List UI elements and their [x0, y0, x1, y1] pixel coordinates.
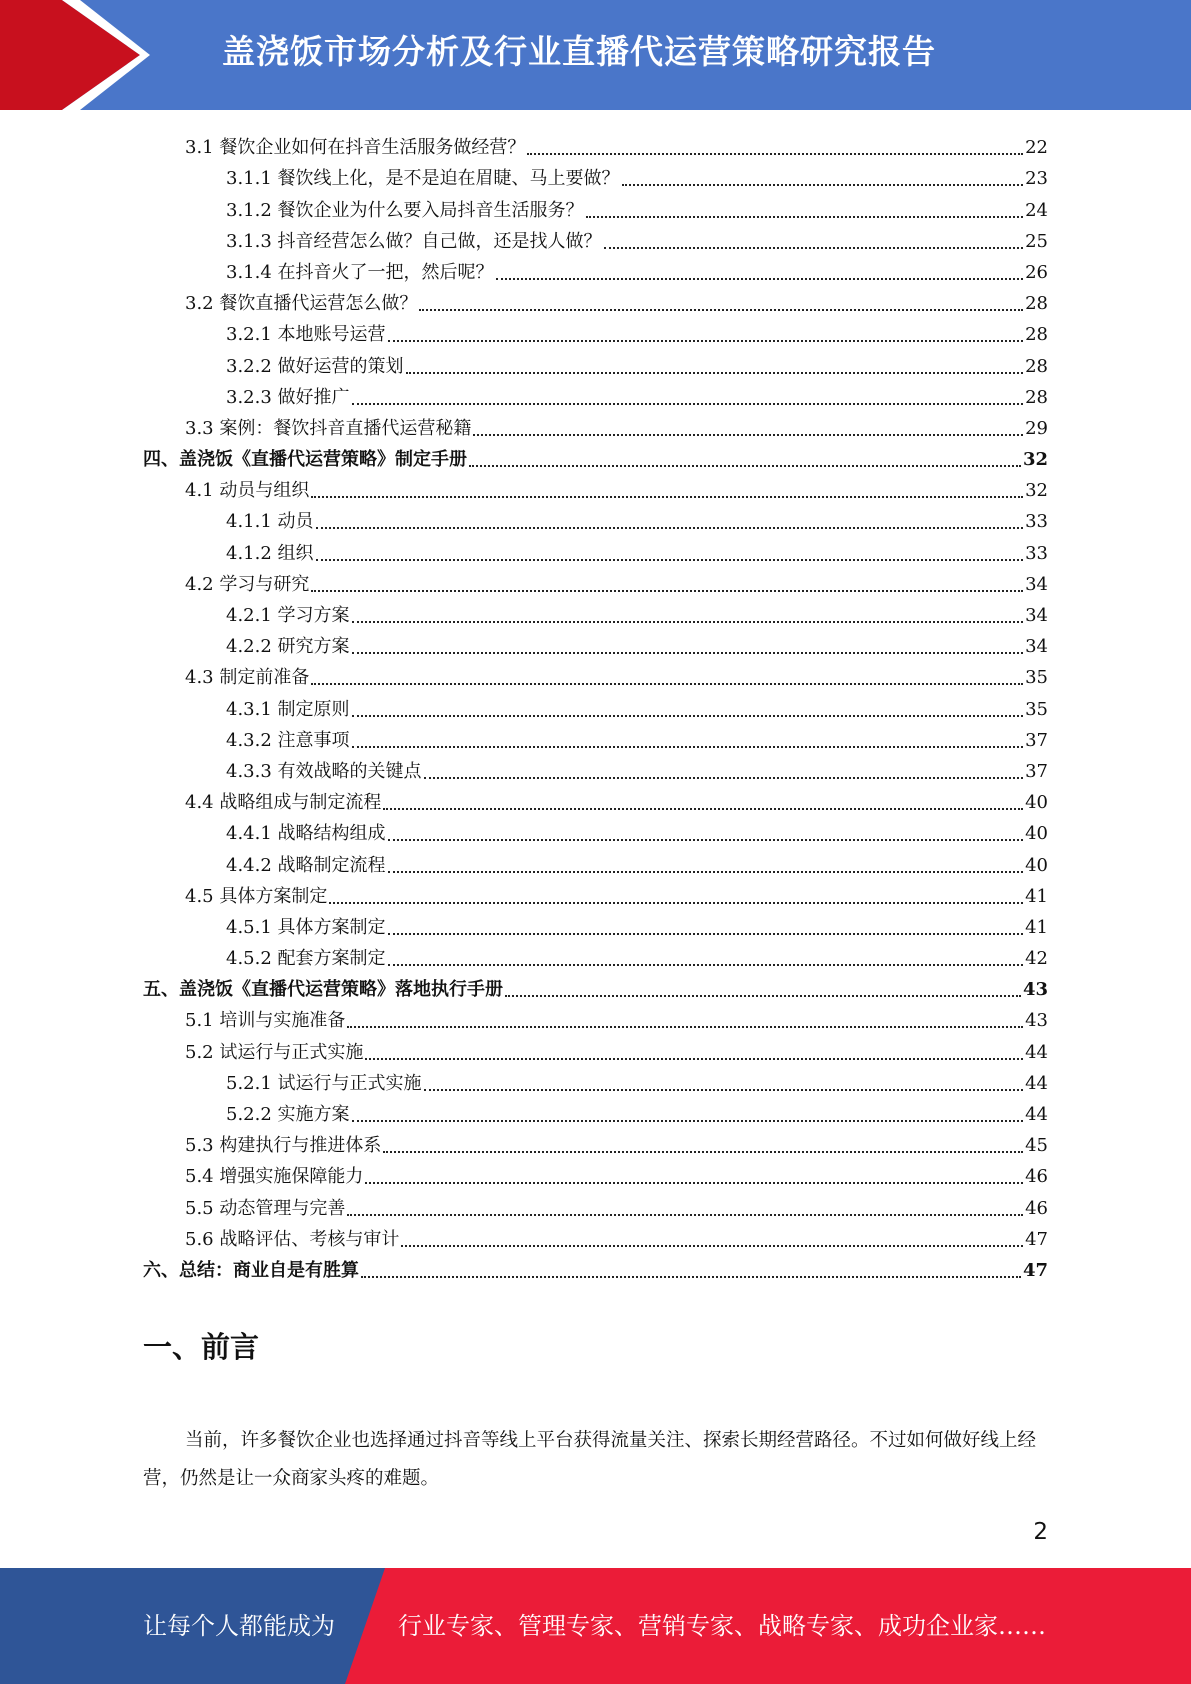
toc-entry-label: 4.5.2 配套方案制定 — [226, 948, 386, 970]
toc-leader-dots — [473, 434, 1023, 436]
toc-leader-dots — [352, 1120, 1024, 1122]
footer-slogan-left: 让每个人都能成为 — [143, 1612, 335, 1640]
table-of-contents — [143, 128, 1048, 1282]
toc-entry-label: 4.4 战略组成与制定流程 — [185, 792, 382, 814]
toc-entry-label: 4.5.1 具体方案制定 — [226, 916, 386, 938]
toc-entry-page: 41 — [1025, 885, 1048, 907]
toc-leader-dots — [361, 1276, 1021, 1278]
toc-leader-dots — [604, 247, 1024, 249]
toc-leader-dots — [469, 465, 1021, 467]
toc-entry[interactable] — [143, 939, 1048, 970]
toc-entry-page: 45 — [1025, 1135, 1048, 1157]
toc-entry-label: 4.2.1 学习方案 — [226, 605, 350, 626]
toc-entry-page: 35 — [1025, 667, 1048, 689]
toc-leader-dots — [311, 496, 1023, 498]
toc-entry-page: 24 — [1025, 199, 1048, 221]
toc-entry-label: 四、盖浇饭《直播代运营策略》制定手册 — [143, 449, 467, 471]
toc-entry-label: 5.2.1 试运行与正式实施 — [226, 1072, 422, 1094]
toc-entry-page: 28 — [1025, 293, 1048, 315]
toc-leader-dots — [352, 715, 1024, 717]
toc-entry-label: 3.1.3 抖音经营怎么做？自己做，还是找人做？ — [226, 230, 602, 252]
toc-leader-dots — [388, 964, 1024, 966]
toc-entry-label: 4.3 制定前准备 — [185, 667, 310, 689]
toc-entry-page: 28 — [1025, 324, 1048, 346]
toc-entry-page: 26 — [1025, 261, 1048, 283]
toc-leader-dots — [311, 683, 1023, 685]
toc-leader-dots — [365, 1058, 1023, 1060]
toc-leader-dots — [527, 153, 1023, 155]
toc-entry-page: 41 — [1025, 916, 1048, 938]
toc-entry-page: 40 — [1025, 854, 1048, 876]
toc-entry-label: 4.2 学习与研究 — [185, 573, 310, 595]
toc-entry-page: 40 — [1025, 792, 1048, 814]
toc-entry[interactable] — [143, 409, 1048, 440]
toc-leader-dots — [311, 590, 1023, 592]
toc-leader-dots — [586, 216, 1024, 218]
toc-entry-label: 5.5 动态管理与完善 — [185, 1197, 346, 1219]
toc-leader-dots — [329, 902, 1023, 904]
toc-leader-dots — [316, 527, 1024, 529]
toc-entry[interactable] — [143, 627, 1048, 658]
toc-entry-label: 5.2 试运行与正式实施 — [185, 1041, 364, 1063]
toc-entry-label: 五、盖浇饭《直播代运营策略》落地执行手册 — [143, 979, 503, 1001]
toc-entry-page: 29 — [1025, 417, 1048, 439]
toc-entry[interactable] — [143, 752, 1048, 783]
toc-leader-dots — [388, 340, 1024, 342]
toc-entry-page: 32 — [1022, 449, 1048, 471]
toc-entry-page: 47 — [1022, 1259, 1048, 1281]
toc-entry[interactable] — [143, 1251, 1048, 1282]
toc-entry[interactable] — [143, 440, 1048, 471]
toc-entry-label: 3.2 餐饮直播代运营怎么做？ — [185, 293, 418, 315]
toc-entry-label: 4.4.1 战略结构组成 — [226, 823, 386, 845]
footer-slogan-right: 行业专家、管理专家、营销专家、战略专家、成功企业家…… — [398, 1612, 1046, 1640]
toc-entry[interactable] — [143, 315, 1048, 346]
report-title: 盖浇饭市场分析及行业直播代运营策略研究报告 — [222, 32, 936, 71]
toc-entry[interactable] — [143, 1001, 1048, 1032]
toc-entry-label: 3.3 案例：餐饮抖音直播代运营秘籍 — [185, 417, 472, 439]
toc-leader-dots — [496, 278, 1024, 280]
toc-entry[interactable] — [143, 378, 1048, 409]
toc-entry[interactable] — [143, 845, 1048, 876]
toc-entry-page: 46 — [1025, 1197, 1048, 1219]
toc-entry-page: 33 — [1025, 542, 1048, 564]
toc-entry[interactable] — [143, 284, 1048, 315]
toc-leader-dots — [424, 1089, 1024, 1091]
toc-entry-page: 43 — [1025, 1010, 1048, 1032]
toc-entry-label: 3.2.2 做好运营的策划 — [226, 355, 404, 377]
toc-leader-dots — [347, 1214, 1023, 1216]
toc-leader-dots — [505, 995, 1021, 997]
toc-entry-page: 34 — [1025, 605, 1048, 626]
toc-entry[interactable] — [143, 970, 1048, 1001]
toc-entry[interactable] — [143, 533, 1048, 564]
toc-entry[interactable] — [143, 814, 1048, 845]
toc-entry-label: 4.3.3 有效战略的关键点 — [226, 760, 422, 782]
toc-entry-page: 28 — [1025, 355, 1048, 377]
toc-leader-dots — [352, 652, 1024, 654]
toc-leader-dots — [388, 933, 1024, 935]
toc-entry-label: 5.4 增强实施保障能力 — [185, 1166, 364, 1188]
toc-leader-dots — [316, 559, 1024, 561]
toc-entry[interactable] — [143, 1188, 1048, 1219]
toc-leader-dots — [406, 372, 1024, 374]
toc-entry-page: 43 — [1022, 979, 1048, 1001]
toc-entry[interactable] — [143, 783, 1048, 814]
toc-leader-dots — [622, 184, 1024, 186]
toc-entry-page: 44 — [1025, 1104, 1048, 1125]
toc-leader-dots — [419, 309, 1023, 311]
toc-entry-page: 47 — [1025, 1228, 1048, 1250]
toc-entry-page: 28 — [1025, 386, 1048, 408]
toc-entry[interactable] — [143, 471, 1048, 502]
toc-entry-page: 46 — [1025, 1166, 1048, 1188]
toc-entry[interactable] — [143, 1032, 1048, 1063]
section-heading: 一、前言 — [143, 1330, 260, 1364]
toc-entry-label: 4.1.2 组织 — [226, 542, 314, 564]
toc-entry-label: 3.1 餐饮企业如何在抖音生活服务做经营？ — [185, 137, 526, 159]
toc-entry-label: 4.2.2 研究方案 — [226, 636, 350, 658]
toc-entry[interactable] — [143, 1064, 1048, 1095]
toc-entry[interactable] — [143, 596, 1048, 627]
toc-entry-label: 5.6 战略评估、考核与审计 — [185, 1228, 400, 1250]
toc-entry-label: 4.3.1 制定原则 — [226, 698, 350, 720]
toc-entry-label: 3.1.1 餐饮线上化，是不是迫在眉睫、马上要做？ — [226, 168, 620, 190]
toc-entry[interactable] — [143, 128, 1048, 159]
toc-entry-label: 4.1.1 动员 — [226, 511, 314, 533]
toc-entry-label: 5.2.2 实施方案 — [226, 1104, 350, 1125]
toc-entry-label: 六、总结：商业自是有胜算 — [143, 1259, 359, 1281]
toc-leader-dots — [383, 808, 1023, 810]
toc-entry-label: 3.1.4 在抖音火了一把，然后呢？ — [226, 261, 494, 283]
page-header — [0, 0, 1191, 110]
toc-entry-page: 37 — [1025, 729, 1048, 751]
toc-entry[interactable] — [143, 1157, 1048, 1188]
toc-leader-dots — [365, 1182, 1023, 1184]
toc-entry[interactable] — [143, 908, 1048, 939]
toc-leader-dots — [388, 839, 1024, 841]
toc-entry[interactable] — [143, 190, 1048, 221]
toc-entry[interactable] — [143, 502, 1048, 533]
toc-entry[interactable] — [143, 222, 1048, 253]
toc-entry-page: 44 — [1025, 1041, 1048, 1063]
toc-leader-dots — [347, 1026, 1023, 1028]
toc-entry-page: 33 — [1025, 511, 1048, 533]
page-number: 2 — [1033, 1519, 1048, 1545]
toc-entry[interactable] — [143, 159, 1048, 190]
toc-entry[interactable] — [143, 253, 1048, 284]
toc-entry[interactable] — [143, 658, 1048, 689]
toc-entry[interactable] — [143, 1095, 1048, 1126]
toc-entry-label: 3.2.3 做好推广 — [226, 386, 350, 408]
toc-leader-dots — [352, 621, 1024, 623]
toc-entry-label: 4.3.2 注意事项 — [226, 729, 350, 751]
toc-entry[interactable] — [143, 1126, 1048, 1157]
toc-entry-page: 40 — [1025, 823, 1048, 845]
toc-entry-label: 4.5 具体方案制定 — [185, 885, 328, 907]
section-paragraph: 当前，许多餐饮企业也选择通过抖音等线上平台获得流量关注、探索长期经营路径。不过如何做好线上经营，仍然是让一众商家头疼的难题。 — [143, 1430, 1037, 1489]
toc-entry-label: 3.1.2 餐饮企业为什么要入局抖音生活服务？ — [226, 199, 584, 221]
toc-entry[interactable] — [143, 565, 1048, 596]
toc-entry-label: 5.3 构建执行与推进体系 — [185, 1135, 382, 1157]
toc-entry[interactable] — [143, 689, 1048, 720]
toc-entry[interactable] — [143, 346, 1048, 377]
toc-entry-page: 34 — [1025, 573, 1048, 595]
toc-leader-dots — [352, 746, 1024, 748]
toc-leader-dots — [352, 403, 1024, 405]
page-footer — [0, 1568, 1191, 1684]
toc-entry-page: 34 — [1025, 636, 1048, 658]
toc-leader-dots — [383, 1151, 1023, 1153]
toc-entry-page: 23 — [1025, 168, 1048, 190]
toc-entry-label: 4.1 动员与组织 — [185, 480, 310, 502]
toc-entry[interactable] — [143, 877, 1048, 908]
toc-entry-page: 44 — [1025, 1072, 1048, 1094]
toc-entry-page: 32 — [1025, 480, 1048, 502]
toc-entry-page: 42 — [1025, 948, 1048, 970]
toc-entry-page: 25 — [1025, 230, 1048, 252]
toc-entry-page: 35 — [1025, 698, 1048, 720]
toc-entry-page: 37 — [1025, 760, 1048, 782]
toc-entry-page: 22 — [1025, 137, 1048, 159]
toc-entry[interactable] — [143, 721, 1048, 752]
toc-entry-label: 5.1 培训与实施准备 — [185, 1010, 346, 1032]
toc-leader-dots — [401, 1245, 1023, 1247]
toc-leader-dots — [388, 871, 1024, 873]
toc-entry-label: 3.2.1 本地账号运营 — [226, 324, 386, 346]
toc-leader-dots — [424, 777, 1024, 779]
toc-entry[interactable] — [143, 1220, 1048, 1251]
toc-entry-label: 4.4.2 战略制定流程 — [226, 854, 386, 876]
